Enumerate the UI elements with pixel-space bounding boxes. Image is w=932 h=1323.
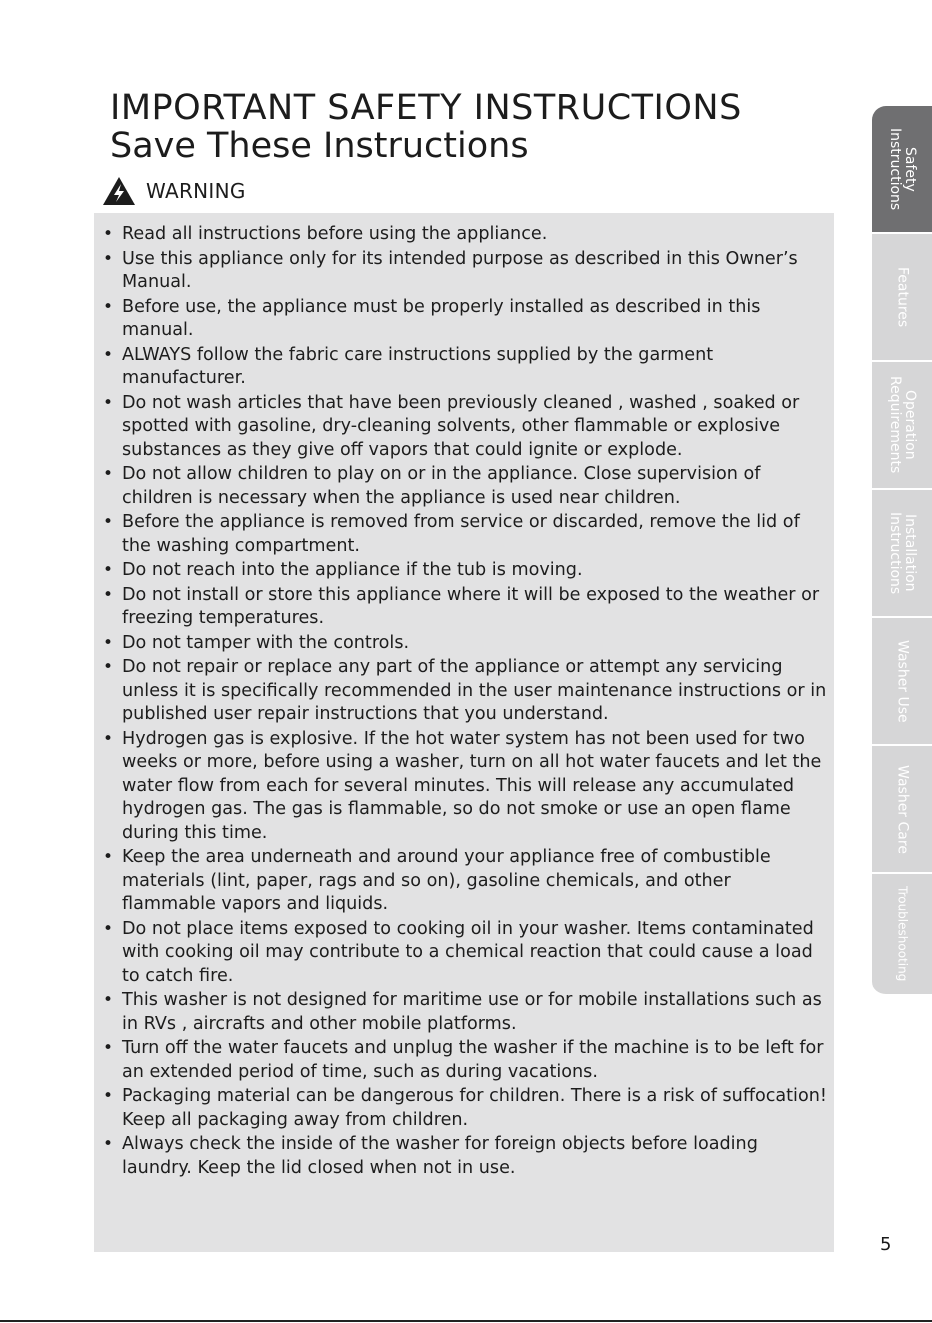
list-item xyxy=(94,1037,834,1084)
instruction-text: Hydrogen gas is explosive. If the hot water system has not been used for two weeks or more, before using a washer, turn on all hot water faucets and let the water flow from each for several minutes. This will release any accumulated hydrogen gas. The gas is flammable, so do not smoke or use an open flame during this time. xyxy=(122,728,822,843)
bullet: • xyxy=(103,1134,114,1154)
list-item xyxy=(94,296,834,343)
warning-heading xyxy=(102,176,246,206)
tab-operation-requirements[interactable] xyxy=(872,362,932,490)
list-item xyxy=(94,632,834,656)
list-item xyxy=(94,846,834,917)
instruction-text: Do not install or store this appliance where it will be exposed to the weather or freezing temperatures. xyxy=(122,584,820,628)
bullet: • xyxy=(103,990,114,1010)
tab-label: Operation Requirements xyxy=(887,376,918,474)
list-item xyxy=(94,248,834,295)
bullet: • xyxy=(103,392,114,413)
tab-label: Washer Care xyxy=(894,764,911,854)
list-item xyxy=(94,1085,834,1132)
instruction-text: Packaging material can be dangerous for children. There is a risk of suffocation! Keep all packaging away from children. xyxy=(122,1086,827,1130)
bullet: • xyxy=(103,657,114,677)
instruction-text: Do not tamper with the controls. xyxy=(122,632,410,653)
instruction-text: Keep the area underneath and around your appliance free of combustible materials (lint, paper, rags and so on), gasoline chemicals, and other flammable vapors and liquids. xyxy=(122,847,771,914)
bullet: • xyxy=(103,344,114,365)
instruction-text: Turn off the water faucets and unplug the washer if the machine is to be left for an extended period of time, such as during vacations. xyxy=(122,1038,824,1082)
instruction-text: Do not repair or replace any part of the appliance or attempt any servicing unless it is specifically recommended in the user maintenance instructions or in published user repair instructions that you understand. xyxy=(122,657,827,724)
tab-label: Troubleshooting xyxy=(895,886,910,982)
page-number: 5 xyxy=(880,1234,892,1255)
bullet: • xyxy=(103,248,114,269)
list-item xyxy=(94,728,834,846)
instruction-text: Do not reach into the appliance if the tub is moving. xyxy=(122,560,583,580)
list-item xyxy=(94,1133,834,1180)
instruction-text: Use this appliance only for its intended purpose as described in this Owner’s Manual. xyxy=(122,248,798,292)
bullet: • xyxy=(103,224,114,244)
tab-label: Features xyxy=(894,266,911,328)
bullet: • xyxy=(103,918,114,939)
instruction-text: Read all instructions before using the appliance. xyxy=(122,224,548,244)
warning-triangle-icon xyxy=(102,176,136,206)
instruction-text: Do not place items exposed to cooking oil in your washer. Items contaminated with cooking oil may contribute to a chemical reaction that could cause a load to catch fire. xyxy=(122,918,814,986)
list-item xyxy=(94,559,834,583)
warning-label: WARNING xyxy=(146,179,246,203)
bullet: • xyxy=(103,512,114,532)
tab-installation-instructions[interactable] xyxy=(872,490,932,618)
page-title: IMPORTANT SAFETY INSTRUCTIONS xyxy=(110,88,742,128)
tab-troubleshooting[interactable] xyxy=(872,874,932,996)
list-item xyxy=(94,223,834,247)
bullet: • xyxy=(103,560,114,580)
instruction-text: Before use, the appliance must be properly installed as described in this manual. xyxy=(122,296,761,340)
list-item xyxy=(94,584,834,631)
bullet: • xyxy=(103,464,114,484)
tab-washer-care[interactable] xyxy=(872,746,932,874)
instruction-text: ALWAYS follow the fabric care instructions supplied by the garment manufacturer. xyxy=(122,344,714,388)
list-item xyxy=(94,392,834,463)
list-item xyxy=(94,511,834,558)
section-tabs xyxy=(872,106,932,996)
list-item xyxy=(94,463,834,510)
bullet: • xyxy=(103,847,114,867)
bullet: • xyxy=(103,296,114,317)
safety-instructions-panel xyxy=(94,213,834,1252)
tab-washer-use[interactable] xyxy=(872,618,932,746)
instruction-text: Always check the inside of the washer for foreign objects before loading laundry. Keep the lid closed when not in use. xyxy=(122,1134,758,1178)
tab-features[interactable] xyxy=(872,234,932,362)
list-item xyxy=(94,344,834,391)
list-item xyxy=(94,656,834,727)
tab-safety-instructions[interactable] xyxy=(872,106,932,234)
bullet: • xyxy=(103,1038,114,1058)
bullet: • xyxy=(103,1086,114,1106)
list-item xyxy=(94,918,834,989)
page-bottom-rule xyxy=(0,1320,932,1322)
instruction-text: Do not wash articles that have been previously cleaned , washed , soaked or spotted with gasoline, dry-cleaning solvents, other flammable or explosive substances as they give off vapors that could ignite or explode. xyxy=(122,392,800,460)
page-subtitle: Save These Instructions xyxy=(110,126,529,166)
tab-label: Washer Use xyxy=(894,639,911,723)
instruction-text: Do not allow children to play on or in the appliance. Close supervision of children is necessary when the appliance is used near children. xyxy=(122,464,761,508)
tab-label: Installation Instructions xyxy=(887,511,918,595)
tab-label: Safety Instructions xyxy=(887,127,918,211)
instruction-text: This washer is not designed for maritime use or for mobile installations such as in RVs , aircrafts and other mobile platforms. xyxy=(122,990,822,1034)
bullet: • xyxy=(103,584,114,605)
instruction-list xyxy=(94,213,834,1180)
instruction-text: Before the appliance is removed from service or discarded, remove the lid of the washing compartment. xyxy=(122,512,800,556)
list-item xyxy=(94,989,834,1036)
bullet: • xyxy=(103,632,114,653)
bullet: • xyxy=(103,728,114,749)
